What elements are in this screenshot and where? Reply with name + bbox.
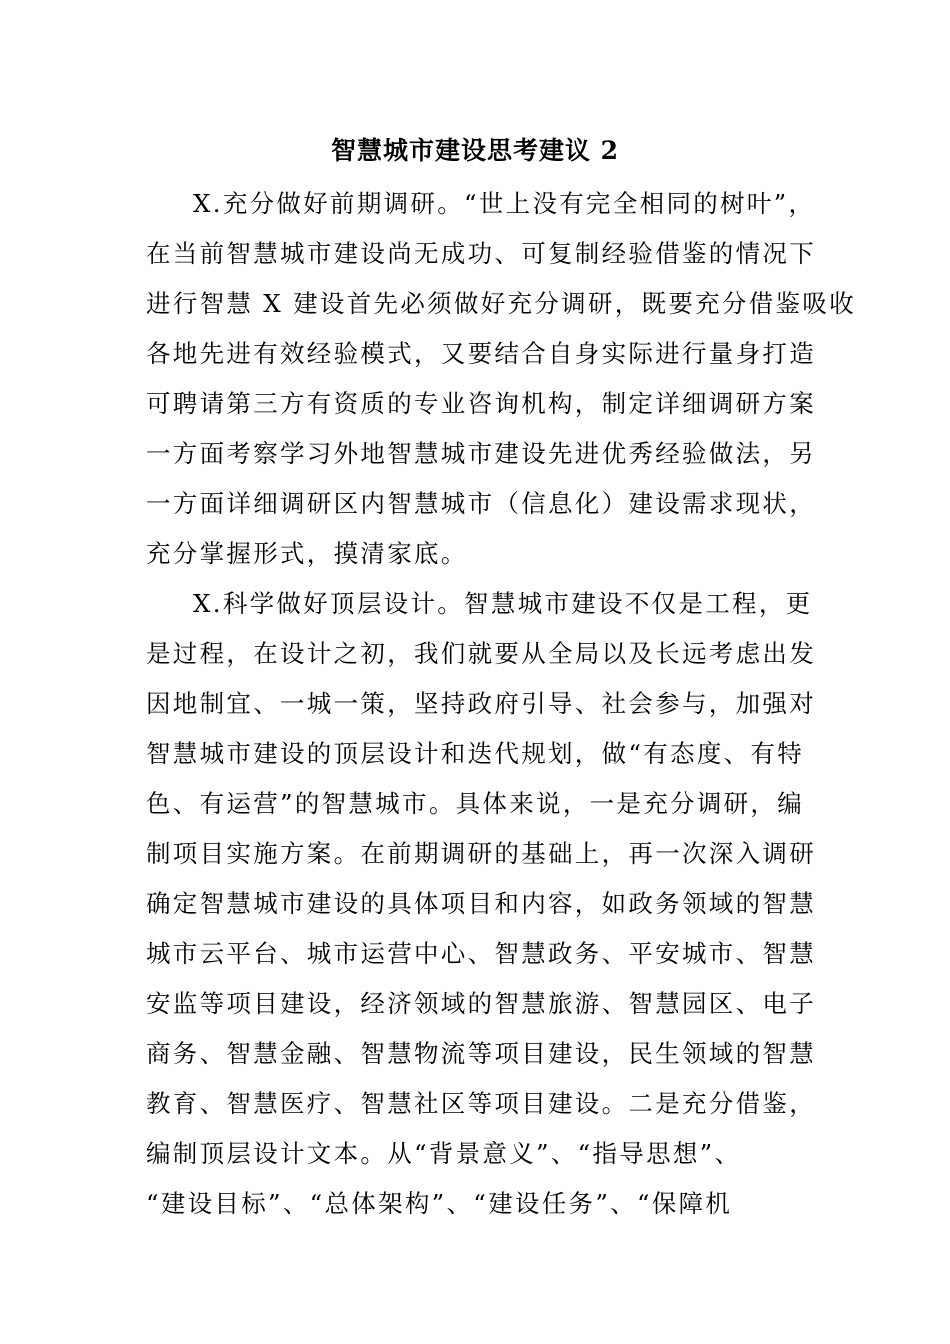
document-title: 智慧城市建设思考建议 2 bbox=[330, 136, 620, 165]
paragraph-line: 确定智慧城市建设的具体项目和内容，如政务领域的智慧 bbox=[146, 889, 816, 918]
paragraph-line: “建设目标”、“总体架构”、“建设任务”、“保障机 bbox=[146, 1189, 733, 1218]
paragraph-line: 商务、智慧金融、智慧物流等项目建设，民生领域的智慧 bbox=[146, 1039, 816, 1068]
paragraph-line: 编制顶层设计文本。从“背景意义”、“指导思想”、 bbox=[146, 1139, 742, 1168]
paragraph-line: 城市云平台、城市运营中心、智慧政务、平安城市、智慧 bbox=[146, 939, 816, 968]
paragraph-line: 制项目实施方案。在前期调研的基础上，再一次深入调研 bbox=[146, 839, 816, 868]
paragraph-line: 各地先进有效经验模式，又要结合自身实际进行量身打造 bbox=[146, 339, 816, 368]
paragraph-line: X.充分做好前期调研。“世上没有完全相同的树叶”， bbox=[193, 189, 816, 218]
paragraph-line: 一方面考察学习外地智慧城市建设先进优秀经验做法，另 bbox=[146, 439, 816, 468]
paragraph-line: 色、有运营”的智慧城市。具体来说，一是充分调研，编 bbox=[146, 789, 805, 818]
paragraph-line: 是过程，在设计之初，我们就要从全局以及长远考虑出发 bbox=[146, 639, 816, 668]
paragraph-line: 一方面详细调研区内智慧城市（信息化）建设需求现状， bbox=[146, 489, 816, 518]
paragraph-line: 智慧城市建设的顶层设计和迭代规划，做“有态度、有特 bbox=[146, 739, 805, 768]
paragraph-line: 安监等项目建设，经济领域的智慧旅游、智慧园区、电子 bbox=[146, 989, 816, 1018]
paragraph-line: 可聘请第三方有资质的专业咨询机构，制定详细调研方案 bbox=[146, 389, 816, 418]
paragraph-line: 进行智慧 X 建设首先必须做好充分调研，既要充分借鉴吸收 bbox=[146, 289, 856, 318]
paragraph-line: 教育、智慧医疗、智慧社区等项目建设。二是充分借鉴， bbox=[146, 1089, 816, 1118]
paragraph-line: X.科学做好顶层设计。智慧城市建设不仅是工程，更 bbox=[193, 589, 813, 618]
paragraph-line: 在当前智慧城市建设尚无成功、可复制经验借鉴的情况下 bbox=[146, 239, 816, 268]
paragraph-line: 充分掌握形式，摸清家底。 bbox=[146, 539, 468, 568]
paragraph-line: 因地制宜、一城一策，坚持政府引导、社会参与，加强对 bbox=[146, 689, 816, 718]
